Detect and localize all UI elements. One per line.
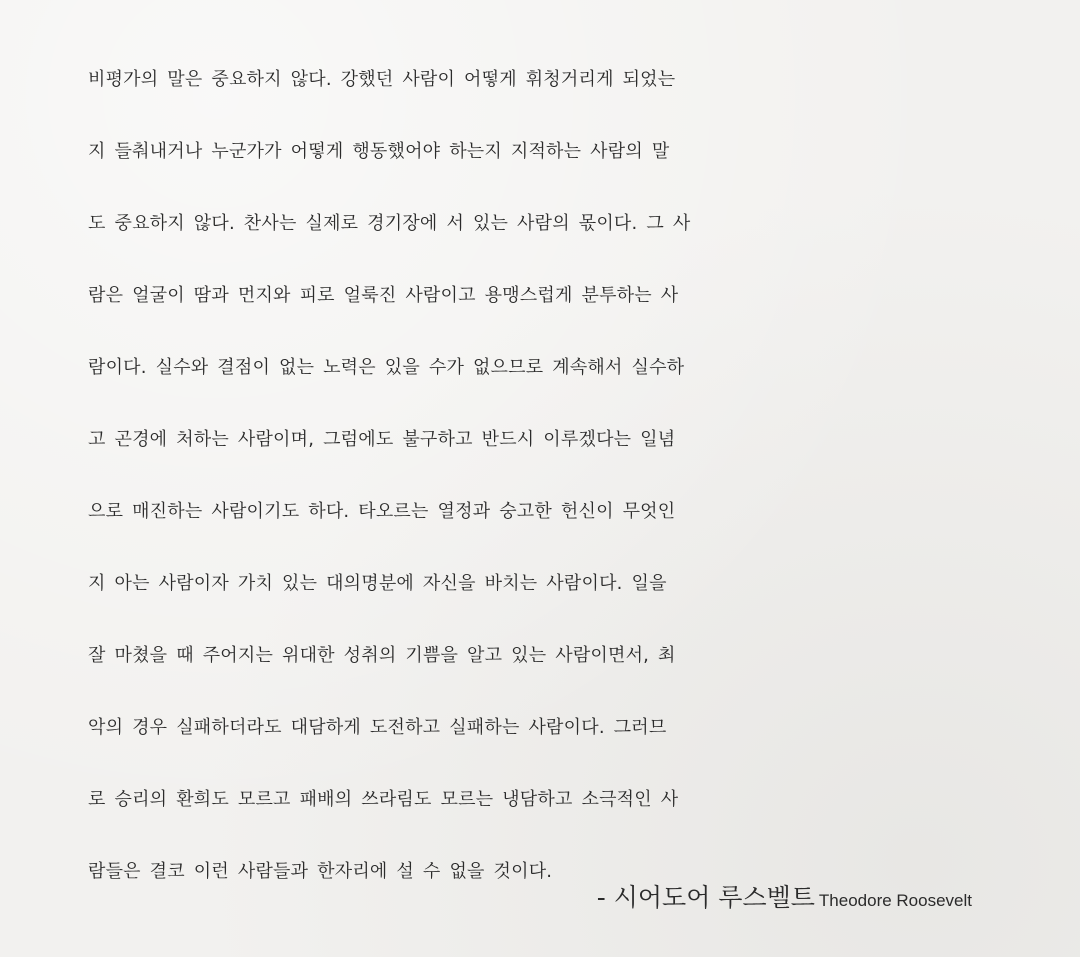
quote-line: 악의 경우 실패하더라도 대담하게 도전하고 실패하는 사람이다. 그러므 — [88, 717, 667, 738]
quote-line: 지 들춰내거나 누군가가 어떻게 행동했어야 하는지 지적하는 사람의 말 — [88, 141, 670, 162]
quote-line: 비평가의 말은 중요하지 않다. 강했던 사람이 어떻게 휘청거리게 되었는 — [88, 69, 676, 90]
attribution — [597, 878, 972, 914]
quote-line: 고 곤경에 처하는 사람이며, 그럼에도 불구하고 반드시 이루겠다는 일념 — [88, 429, 676, 450]
quote-line: 람은 얼굴이 땀과 먼지와 피로 얼룩진 사람이고 용맹스럽게 분투하는 사 — [88, 285, 679, 306]
quote-line: 람이다. 실수와 결점이 없는 노력은 있을 수가 없으므로 계속해서 실수하 — [88, 357, 685, 378]
quote-line: 지 아는 사람이자 가치 있는 대의명분에 자신을 바치는 사람이다. 일을 — [88, 573, 667, 594]
quote-body — [88, 52, 988, 916]
quote-line: 로 승리의 환희도 모르고 패배의 쓰라림도 모르는 냉담하고 소극적인 사 — [88, 789, 679, 810]
quote-line: 으로 매진하는 사람이기도 하다. 타오르는 열정과 숭고한 헌신이 무엇인 — [88, 501, 676, 522]
attribution-korean-name: - 시어도어 루스벨트 — [596, 883, 815, 912]
attribution-english-name: Theodore Roosevelt — [818, 891, 972, 910]
quote-line: 도 중요하지 않다. 찬사는 실제로 경기장에 서 있는 사람의 몫이다. 그 사 — [88, 213, 691, 234]
quote-line: 람들은 결코 이런 사람들과 한자리에 설 수 없을 것이다. — [88, 861, 553, 882]
quote-line: 잘 마쳤을 때 주어지는 위대한 성취의 기쁨을 알고 있는 사람이면서, 최 — [88, 645, 676, 666]
